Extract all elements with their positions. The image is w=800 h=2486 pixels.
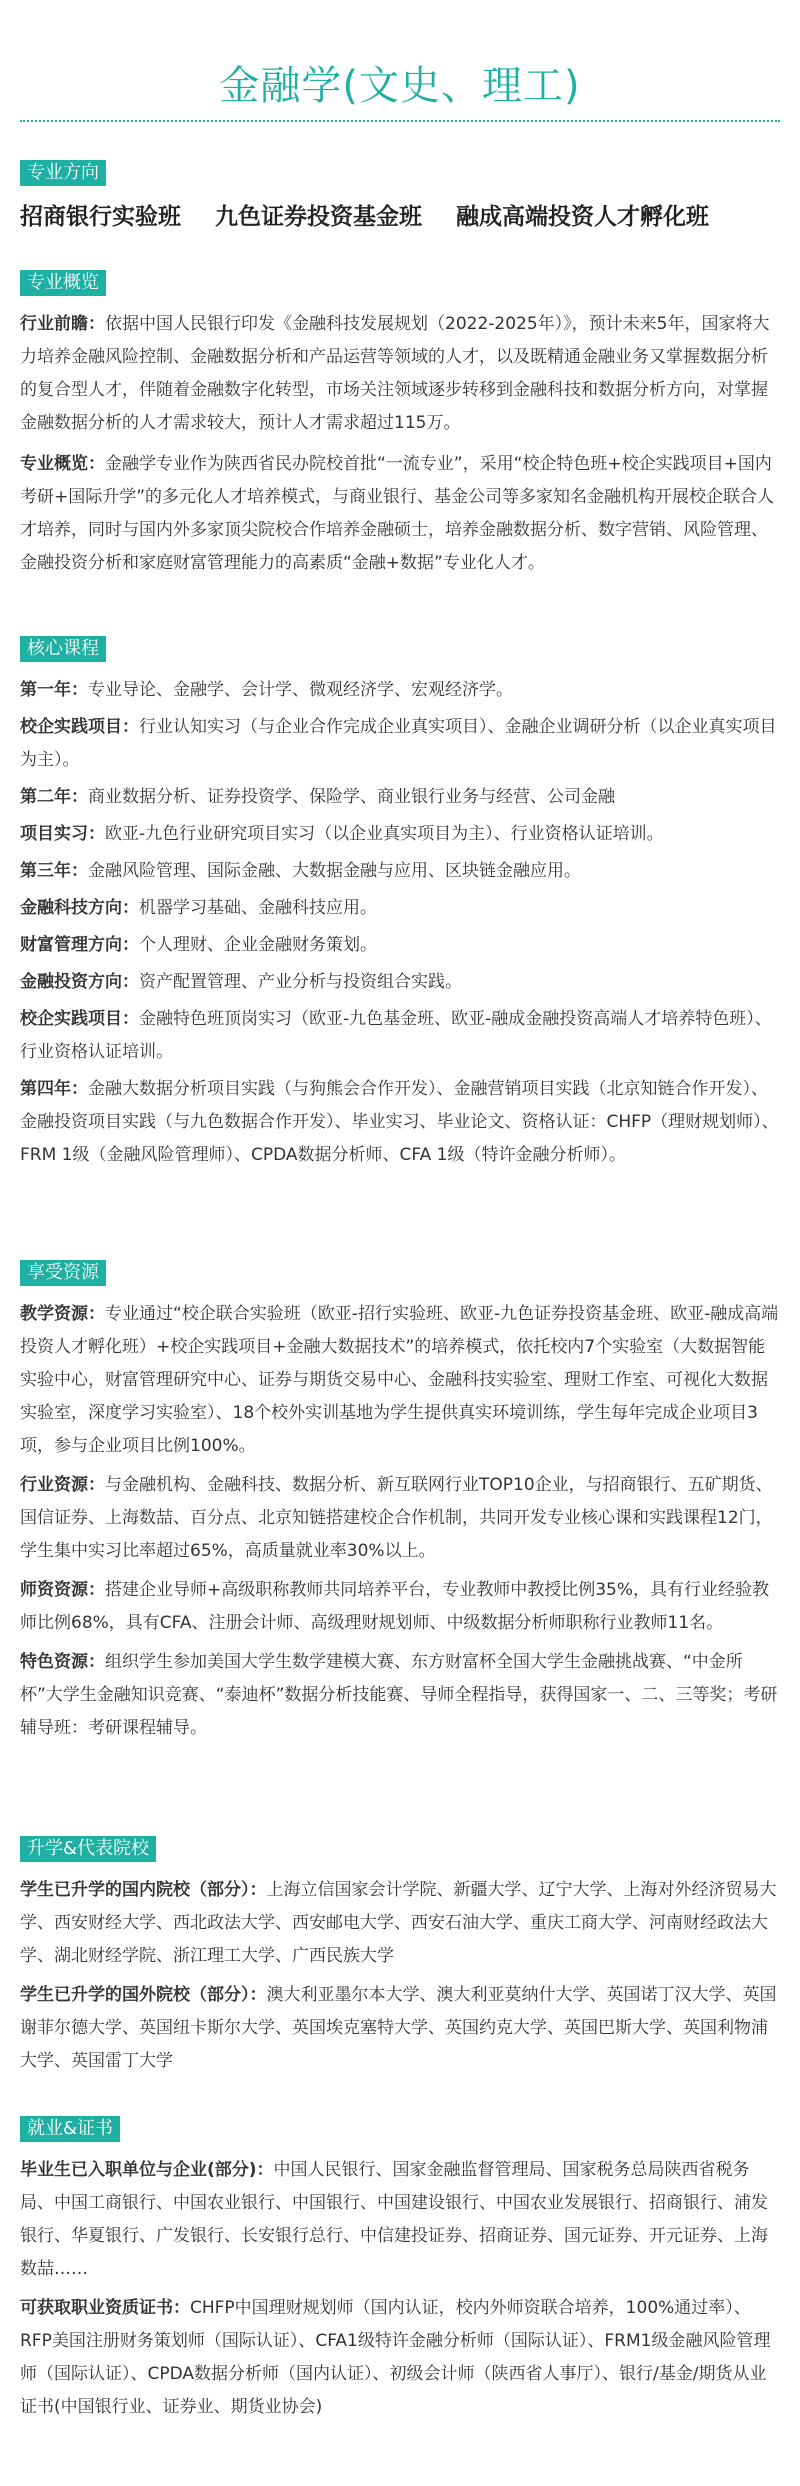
course-text: 专业导论、金融学、会计学、微观经济学、宏观经济学。 xyxy=(88,680,513,700)
course-label: 第一年： xyxy=(20,680,88,700)
course-row xyxy=(20,892,780,925)
employment-text: 中国人民银行、国家金融监督管理局、国家税务总局陕西省税务局、中国工商银行、中国农业银行、中国银行、中国建设银行、中国农业发展银行、招商银行、浦发银行、华夏银行、广发银行、长安银行总行、中信建投证券、招商证券、国元证券、开元证券、上海数喆…… xyxy=(20,2160,768,2279)
course-text: 机器学习基础、金融科技应用。 xyxy=(139,898,377,918)
course-row xyxy=(20,818,780,851)
direction-list xyxy=(20,199,780,235)
course-text: 金融特色班顶岗实习（欧亚-九色基金班、欧亚-融成金融投资高端人才培养特色班）、行业资格认证培训。 xyxy=(20,1009,772,1062)
section-tag-overview: 专业概览 xyxy=(20,270,106,296)
resource-label: 特色资源： xyxy=(20,1652,105,1672)
course-text: 行业认知实习（与企业合作完成企业真实项目）、金融企业调研分析（以企业真实项目为主）。 xyxy=(20,717,777,770)
employment-label: 毕业生已入职单位与企业(部分)： xyxy=(20,2160,274,2180)
course-label: 金融投资方向： xyxy=(20,972,139,992)
course-row xyxy=(20,674,780,707)
course-label: 第三年： xyxy=(20,861,88,881)
course-label: 金融科技方向： xyxy=(20,898,139,918)
direction-item: 九色证券投资基金班 xyxy=(215,204,423,230)
frontier-text: 依据中国人民银行印发《金融科技发展规划（2022-2025年）》，预计未来5年，国家将大力培养金融风险控制、金融数据分析和产品运营等领域的人才，以及既精通金融业务又掌握数据分析的复合型人才，伴随着金融数字化转型，市场关注领域逐步转移到金融科技和数据分析方向，对掌握金融数据分析的人才需求较大，预计人才需求超过115万。 xyxy=(20,314,770,433)
course-text: 金融大数据分析项目实践（与狗熊会合作开发）、金融营销项目实践（北京知链合作开发）、金融投资项目实践（与九色数据合作开发）、毕业实习、毕业论文、资格认证：CHFP（理财规划师）、FRM 1级（金融风险管理师）、CPDA数据分析师、CFA 1级（特许金融分析师）。 xyxy=(20,1079,779,1165)
schools-block xyxy=(20,1874,780,2078)
course-label: 项目实习： xyxy=(20,824,105,844)
overview-paragraph xyxy=(20,448,780,580)
course-label: 第四年： xyxy=(20,1079,88,1099)
resources-block xyxy=(20,1298,780,1745)
section-tag-schools: 升学&代表院校 xyxy=(20,1836,156,1862)
course-row xyxy=(20,711,780,777)
course-row xyxy=(20,966,780,999)
school-row xyxy=(20,1979,780,2078)
frontier-paragraph xyxy=(20,308,780,440)
resource-label: 行业资源： xyxy=(20,1475,105,1495)
section-tag-employment: 就业&证书 xyxy=(20,2116,120,2142)
school-text: 澳大利亚墨尔本大学、澳大利亚莫纳什大学、英国诺丁汉大学、英国谢菲尔德大学、英国纽卡斯尔大学、英国埃克塞特大学、英国约克大学、英国巴斯大学、英国利物浦大学、英国雷丁大学 xyxy=(20,1985,777,2071)
frontier-label: 行业前瞻： xyxy=(20,314,105,334)
section-tag-direction: 专业方向 xyxy=(20,160,106,186)
resource-row xyxy=(20,1646,780,1745)
school-label: 学生已升学的国外院校（部分）： xyxy=(20,1985,267,2005)
overview-text: 金融学专业作为陕西省民办院校首批“一流专业”，采用“校企特色班+校企实践项目+国内考研+国际升学”的多元化人才培养模式，与商业银行、基金公司等多家知名金融机构开展校企联合人才培养，同时与国内外多家顶尖院校合作培养金融硕士，培养金融数据分析、数字营销、风险管理、金融投资分析和家庭财富管理能力的高素质“金融+数据”专业化人才。 xyxy=(20,454,775,573)
course-label: 校企实践项目： xyxy=(20,717,139,737)
direction-item: 招商银行实验班 xyxy=(20,204,181,230)
course-row xyxy=(20,855,780,888)
title-divider xyxy=(20,120,780,122)
resource-text: 专业通过“校企联合实验班（欧亚-招行实验班、欧亚-九色证券投资基金班、欧亚-融成高端投资人才孵化班）+校企实践项目+金融大数据技术”的培养模式，依托校内7个实验室（大数据智能实验中心，财富管理研究中心、证券与期货交易中心、金融科技实验室、理财工作室、可视化大数据实验室，深度学习实验室）、18个校外实训基地为学生提供真实环境训练，学生每年完成企业项目3项，参与企业项目比例100%。 xyxy=(20,1304,779,1456)
school-text: 上海立信国家会计学院、新疆大学、辽宁大学、上海对外经济贸易大学、西安财经大学、西北政法大学、西安邮电大学、西安石油大学、重庆工商大学、河南财经政法大学、湖北财经学院、浙江理工大学、广西民族大学 xyxy=(20,1880,777,1966)
course-label: 财富管理方向： xyxy=(20,935,139,955)
course-row xyxy=(20,929,780,962)
course-text: 个人理财、企业金融财务策划。 xyxy=(139,935,377,955)
courses-block xyxy=(20,674,780,1172)
course-text: 欧亚-九色行业研究项目实习（以企业真实项目为主）、行业资格认证培训。 xyxy=(105,824,664,844)
employment-block xyxy=(20,2154,780,2424)
page-title: 金融学(文史、理工) xyxy=(219,63,581,109)
resource-row xyxy=(20,1469,780,1568)
resource-row xyxy=(20,1574,780,1640)
course-row xyxy=(20,1003,780,1069)
employment-text: CHFP中国理财规划师（国内认证，校内外师资联合培养，100%通过率）、RFP美国注册财务策划师（国际认证）、CFA1级特许金融分析师（国际认证）、FRM1级金融风险管理师（国际认证）、CPDA数据分析师（国内认证）、初级会计师（陕西省人事厅）、银行/基金/期货从业证书(中国银行业、证券业、期货业协会) xyxy=(20,2298,771,2417)
course-row xyxy=(20,781,780,814)
resource-label: 教学资源： xyxy=(20,1304,105,1324)
course-text: 资产配置管理、产业分析与投资组合实践。 xyxy=(139,972,462,992)
resource-text: 组织学生参加美国大学生数学建模大赛、东方财富杯全国大学生金融挑战赛、“中金所杯”大学生金融知识竞赛、“泰迪杯”数据分析技能赛、导师全程指导，获得国家一、二、三等奖；考研辅导班：考研课程辅导。 xyxy=(20,1652,778,1738)
resource-text: 搭建企业导师+高级职称教师共同培养平台，专业教师中教授比例35%，具有行业经验教师比例68%，具有CFA、注册会计师、高级理财规划师、中级数据分析师职称行业教师11名。 xyxy=(20,1580,770,1633)
resource-row xyxy=(20,1298,780,1463)
resource-label: 师资资源： xyxy=(20,1580,105,1600)
employment-row xyxy=(20,2154,780,2286)
course-row xyxy=(20,1073,780,1172)
direction-item: 融成高端投资人才孵化班 xyxy=(456,204,710,230)
section-tag-resources: 享受资源 xyxy=(20,1260,106,1286)
employment-label: 可获取职业资质证书： xyxy=(20,2298,190,2318)
section-tag-courses: 核心课程 xyxy=(20,636,106,662)
course-text: 金融风险管理、国际金融、大数据金融与应用、区块链金融应用。 xyxy=(88,861,581,881)
course-text: 商业数据分析、证券投资学、保险学、商业银行业务与经营、公司金融 xyxy=(88,787,615,807)
overview-block xyxy=(20,308,780,580)
course-label: 第二年： xyxy=(20,787,88,807)
school-label: 学生已升学的国内院校（部分）： xyxy=(20,1880,267,1900)
employment-row xyxy=(20,2292,780,2424)
overview-label: 专业概览： xyxy=(20,454,105,474)
school-row xyxy=(20,1874,780,1973)
course-label: 校企实践项目： xyxy=(20,1009,139,1029)
resource-text: 与金融机构、金融科技、数据分析、新互联网行业TOP10企业，与招商银行、五矿期货、国信证券、上海数喆、百分点、北京知链搭建校企合作机制，共同开发专业核心课和实践课程12门，学生集中实习比率超过65%，高质量就业率30%以上。 xyxy=(20,1475,773,1561)
